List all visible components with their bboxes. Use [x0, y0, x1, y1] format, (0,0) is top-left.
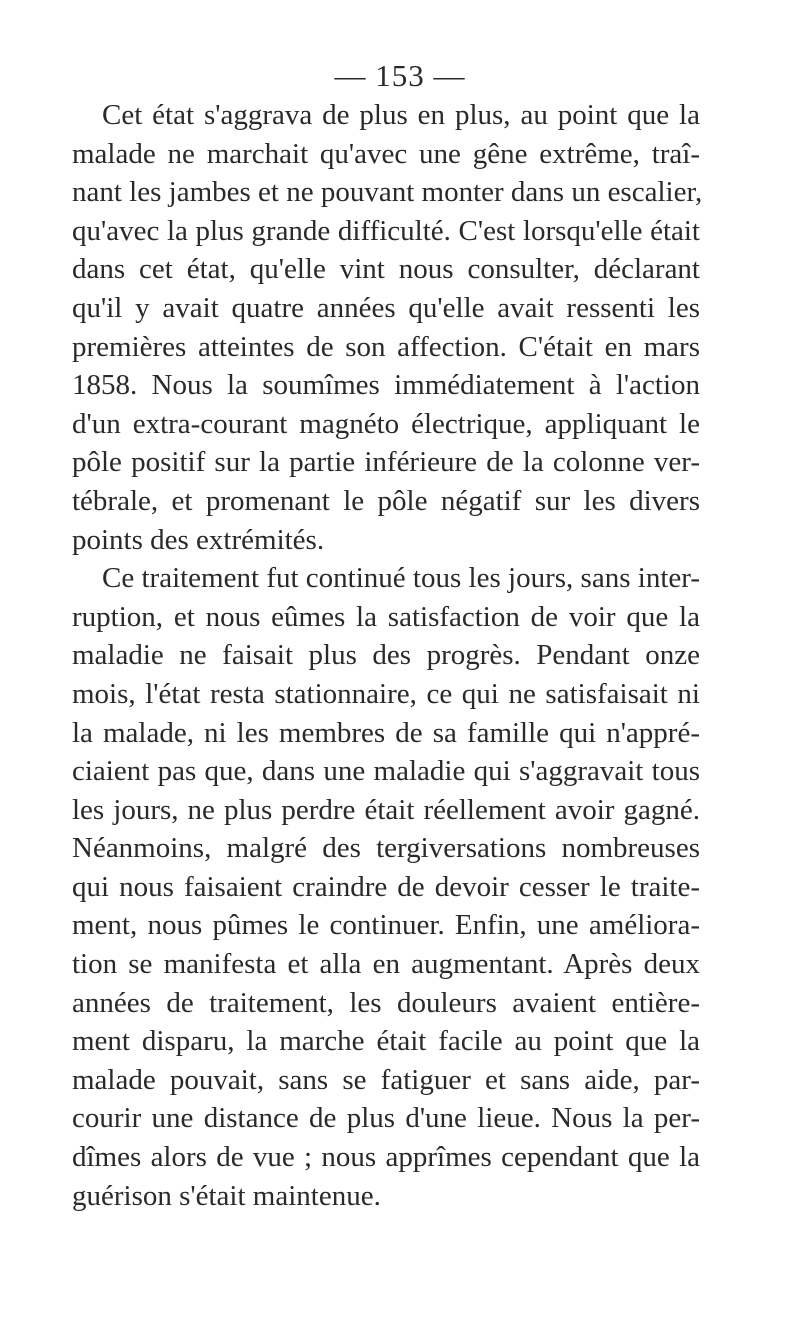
- paragraph-1: [72, 96, 703, 559]
- text-line: les jours, ne plus perdre était réellement avoir gagné.: [72, 793, 700, 826]
- text-line: Néanmoins, malgré des tergiversations nombreuses: [72, 832, 700, 865]
- text-line: ment disparu, la marche était facile au point que la: [72, 1025, 700, 1058]
- text-line: 1858. Nous la soumîmes immédiatement à l'action: [72, 369, 700, 402]
- text-line: maladie ne faisait plus des progrès. Pendant onze: [72, 639, 700, 672]
- text-line: mois, l'état resta stationnaire, ce qui ne satisfaisait ni: [72, 677, 700, 710]
- text-line: tion se manifesta et alla en augmentant. Après deux: [72, 948, 700, 981]
- text-line: qu'il y avait quatre années qu'elle avait ressenti les: [72, 291, 700, 324]
- text-line: ciaient pas que, dans une maladie qui s'aggravait tous: [72, 755, 700, 788]
- text-line: nant les jambes et ne pouvant monter dans un escalier,: [72, 176, 703, 209]
- text-line: Cet état s'aggrava de plus en plus, au point que la: [102, 99, 700, 131]
- text-line: tébrale, et promenant le pôle négatif sur les divers: [72, 484, 700, 517]
- text-line: dîmes alors de vue ; nous apprîmes cependant que la: [72, 1141, 700, 1174]
- text-line: qui nous faisaient craindre de devoir cesser le traite-: [72, 870, 700, 903]
- text-line: la malade, ni les membres de sa famille qui n'appré-: [72, 716, 700, 749]
- text-line: ruption, et nous eûmes la satisfaction de voir que la: [72, 600, 700, 633]
- text-line: pôle positif sur la partie inférieure de la colonne ver-: [72, 446, 700, 479]
- text-line: premières atteintes de son affection. C'était en mars: [72, 330, 700, 363]
- text-line: dans cet état, qu'elle vint nous consulter, déclarant: [72, 253, 700, 286]
- paragraph-2: [72, 559, 700, 1215]
- text-line: malade pouvait, sans se fatiguer et sans aide, par-: [72, 1063, 700, 1096]
- text-line: années de traitement, les douleurs avaient entière-: [72, 986, 700, 1019]
- text-line: ment, nous pûmes le continuer. Enfin, une améliora-: [72, 909, 700, 942]
- body-text: [72, 96, 703, 1215]
- text-line: d'un extra-courant magnéto électrique, appliquant le: [72, 407, 700, 440]
- text-line: malade ne marchait qu'avec une gêne extrême, traî-: [72, 137, 700, 170]
- text-line: qu'avec la plus grande difficulté. C'est lorsqu'elle était: [72, 214, 700, 247]
- text-line: Ce traitement fut continué tous les jours, sans inter-: [102, 562, 700, 595]
- page-number: — 153 —: [334, 58, 466, 93]
- text-line: courir une distance de plus d'une lieue. Nous la per-: [72, 1102, 700, 1135]
- text-line: points des extrémités.: [72, 523, 325, 556]
- text-line: guérison s'était maintenue.: [72, 1179, 381, 1212]
